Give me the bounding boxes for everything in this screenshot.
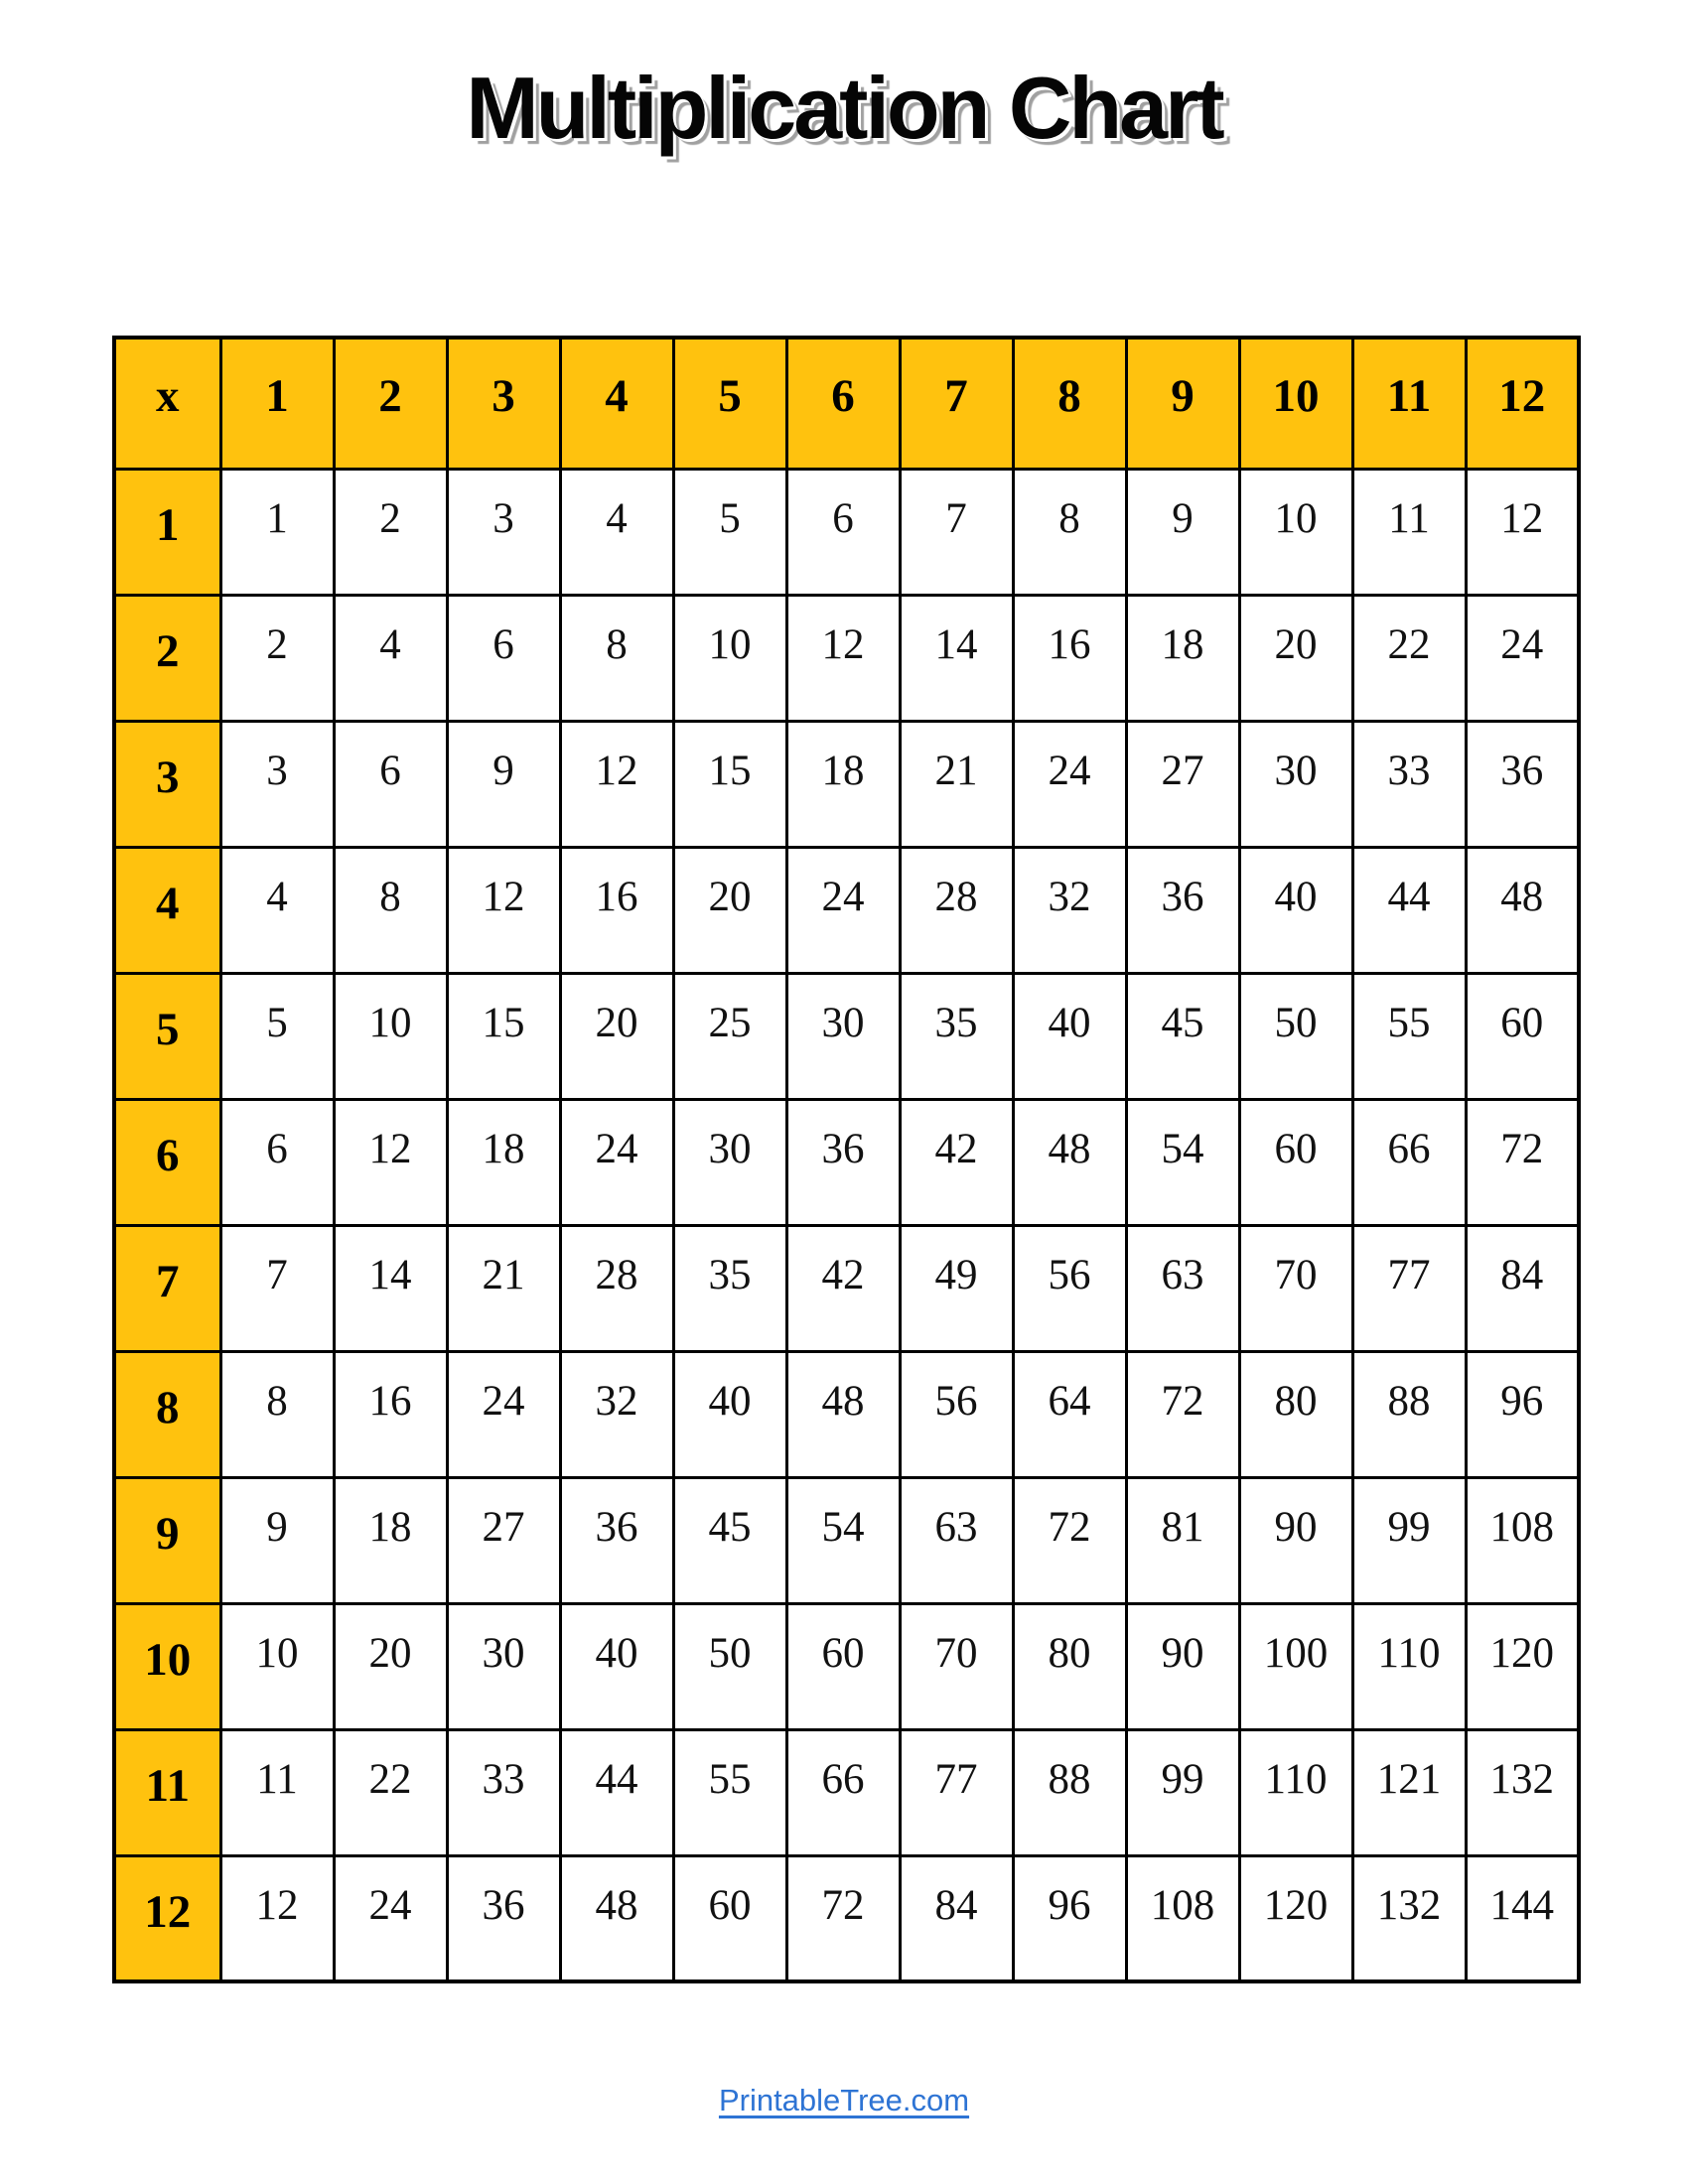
column-header-cell: 2 bbox=[334, 338, 447, 469]
value-cell: 90 bbox=[1126, 1603, 1239, 1729]
value-cell: 66 bbox=[1352, 1099, 1466, 1225]
value-cell: 42 bbox=[900, 1099, 1013, 1225]
value-cell: 20 bbox=[560, 973, 673, 1099]
row-header-cell: 11 bbox=[114, 1729, 220, 1855]
value-cell: 20 bbox=[334, 1603, 447, 1729]
table-row bbox=[114, 1225, 1579, 1351]
value-cell: 24 bbox=[334, 1855, 447, 1981]
value-cell: 33 bbox=[447, 1729, 560, 1855]
value-cell: 40 bbox=[1239, 847, 1352, 973]
value-cell: 30 bbox=[1239, 721, 1352, 847]
value-cell: 81 bbox=[1126, 1477, 1239, 1603]
value-cell: 9 bbox=[1126, 469, 1239, 595]
value-cell: 36 bbox=[1466, 721, 1579, 847]
value-cell: 16 bbox=[560, 847, 673, 973]
value-cell: 36 bbox=[447, 1855, 560, 1981]
value-cell: 40 bbox=[673, 1351, 786, 1477]
value-cell: 48 bbox=[786, 1351, 900, 1477]
value-cell: 8 bbox=[1013, 469, 1126, 595]
value-cell: 42 bbox=[786, 1225, 900, 1351]
header-row bbox=[114, 338, 1579, 469]
value-cell: 35 bbox=[900, 973, 1013, 1099]
row-header-cell: 8 bbox=[114, 1351, 220, 1477]
value-cell: 24 bbox=[786, 847, 900, 973]
footer-link[interactable]: PrintableTree.com bbox=[718, 2083, 970, 2117]
value-cell: 22 bbox=[334, 1729, 447, 1855]
multiplication-table bbox=[112, 336, 1581, 1983]
value-cell: 54 bbox=[1126, 1099, 1239, 1225]
value-cell: 12 bbox=[560, 721, 673, 847]
value-cell: 4 bbox=[334, 595, 447, 721]
value-cell: 3 bbox=[220, 721, 334, 847]
value-cell: 60 bbox=[1466, 973, 1579, 1099]
column-header-cell: 6 bbox=[786, 338, 900, 469]
value-cell: 15 bbox=[673, 721, 786, 847]
value-cell: 63 bbox=[900, 1477, 1013, 1603]
corner-cell: x bbox=[114, 338, 220, 469]
value-cell: 56 bbox=[1013, 1225, 1126, 1351]
value-cell: 77 bbox=[900, 1729, 1013, 1855]
row-header-cell: 7 bbox=[114, 1225, 220, 1351]
value-cell: 5 bbox=[220, 973, 334, 1099]
value-cell: 18 bbox=[334, 1477, 447, 1603]
value-cell: 84 bbox=[900, 1855, 1013, 1981]
value-cell: 2 bbox=[334, 469, 447, 595]
row-header-cell: 3 bbox=[114, 721, 220, 847]
value-cell: 8 bbox=[560, 595, 673, 721]
column-header-cell: 9 bbox=[1126, 338, 1239, 469]
value-cell: 108 bbox=[1126, 1855, 1239, 1981]
value-cell: 48 bbox=[560, 1855, 673, 1981]
row-header-cell: 5 bbox=[114, 973, 220, 1099]
value-cell: 36 bbox=[786, 1099, 900, 1225]
row-header-cell: 12 bbox=[114, 1855, 220, 1981]
value-cell: 132 bbox=[1352, 1855, 1466, 1981]
table-row bbox=[114, 1099, 1579, 1225]
value-cell: 30 bbox=[786, 973, 900, 1099]
table-row bbox=[114, 1351, 1579, 1477]
value-cell: 50 bbox=[1239, 973, 1352, 1099]
page-title: Multiplication Chart bbox=[466, 59, 1222, 157]
value-cell: 44 bbox=[560, 1729, 673, 1855]
value-cell: 121 bbox=[1352, 1729, 1466, 1855]
table-row bbox=[114, 469, 1579, 595]
value-cell: 6 bbox=[447, 595, 560, 721]
footer bbox=[0, 2083, 1688, 2118]
value-cell: 64 bbox=[1013, 1351, 1126, 1477]
value-cell: 3 bbox=[447, 469, 560, 595]
value-cell: 32 bbox=[1013, 847, 1126, 973]
value-cell: 12 bbox=[1466, 469, 1579, 595]
value-cell: 72 bbox=[1126, 1351, 1239, 1477]
value-cell: 11 bbox=[220, 1729, 334, 1855]
value-cell: 35 bbox=[673, 1225, 786, 1351]
value-cell: 77 bbox=[1352, 1225, 1466, 1351]
value-cell: 16 bbox=[1013, 595, 1126, 721]
value-cell: 20 bbox=[673, 847, 786, 973]
value-cell: 6 bbox=[786, 469, 900, 595]
value-cell: 60 bbox=[673, 1855, 786, 1981]
value-cell: 80 bbox=[1013, 1603, 1126, 1729]
value-cell: 110 bbox=[1239, 1729, 1352, 1855]
row-header-cell: 6 bbox=[114, 1099, 220, 1225]
column-header-cell: 3 bbox=[447, 338, 560, 469]
value-cell: 14 bbox=[334, 1225, 447, 1351]
value-cell: 48 bbox=[1466, 847, 1579, 973]
value-cell: 5 bbox=[673, 469, 786, 595]
table-header bbox=[114, 338, 1579, 469]
value-cell: 36 bbox=[1126, 847, 1239, 973]
value-cell: 63 bbox=[1126, 1225, 1239, 1351]
value-cell: 84 bbox=[1466, 1225, 1579, 1351]
value-cell: 50 bbox=[673, 1603, 786, 1729]
value-cell: 2 bbox=[220, 595, 334, 721]
value-cell: 45 bbox=[1126, 973, 1239, 1099]
value-cell: 33 bbox=[1352, 721, 1466, 847]
value-cell: 21 bbox=[900, 721, 1013, 847]
value-cell: 30 bbox=[673, 1099, 786, 1225]
value-cell: 72 bbox=[1466, 1099, 1579, 1225]
value-cell: 45 bbox=[673, 1477, 786, 1603]
value-cell: 100 bbox=[1239, 1603, 1352, 1729]
column-header-cell: 7 bbox=[900, 338, 1013, 469]
table-row bbox=[114, 1477, 1579, 1603]
column-header-cell: 4 bbox=[560, 338, 673, 469]
value-cell: 66 bbox=[786, 1729, 900, 1855]
value-cell: 70 bbox=[900, 1603, 1013, 1729]
value-cell: 4 bbox=[560, 469, 673, 595]
value-cell: 7 bbox=[220, 1225, 334, 1351]
value-cell: 27 bbox=[447, 1477, 560, 1603]
table-row bbox=[114, 595, 1579, 721]
value-cell: 110 bbox=[1352, 1603, 1466, 1729]
value-cell: 120 bbox=[1239, 1855, 1352, 1981]
value-cell: 12 bbox=[334, 1099, 447, 1225]
value-cell: 22 bbox=[1352, 595, 1466, 721]
value-cell: 7 bbox=[900, 469, 1013, 595]
value-cell: 108 bbox=[1466, 1477, 1579, 1603]
value-cell: 36 bbox=[560, 1477, 673, 1603]
column-header-cell: 1 bbox=[220, 338, 334, 469]
value-cell: 32 bbox=[560, 1351, 673, 1477]
value-cell: 90 bbox=[1239, 1477, 1352, 1603]
value-cell: 8 bbox=[334, 847, 447, 973]
value-cell: 9 bbox=[447, 721, 560, 847]
value-cell: 70 bbox=[1239, 1225, 1352, 1351]
value-cell: 15 bbox=[447, 973, 560, 1099]
value-cell: 12 bbox=[220, 1855, 334, 1981]
value-cell: 88 bbox=[1352, 1351, 1466, 1477]
value-cell: 30 bbox=[447, 1603, 560, 1729]
value-cell: 55 bbox=[1352, 973, 1466, 1099]
value-cell: 40 bbox=[1013, 973, 1126, 1099]
value-cell: 9 bbox=[220, 1477, 334, 1603]
value-cell: 8 bbox=[220, 1351, 334, 1477]
value-cell: 6 bbox=[334, 721, 447, 847]
value-cell: 25 bbox=[673, 973, 786, 1099]
value-cell: 28 bbox=[900, 847, 1013, 973]
value-cell: 6 bbox=[220, 1099, 334, 1225]
value-cell: 12 bbox=[786, 595, 900, 721]
table-row bbox=[114, 1855, 1579, 1981]
value-cell: 11 bbox=[1352, 469, 1466, 595]
column-header-cell: 11 bbox=[1352, 338, 1466, 469]
value-cell: 96 bbox=[1466, 1351, 1579, 1477]
value-cell: 54 bbox=[786, 1477, 900, 1603]
value-cell: 44 bbox=[1352, 847, 1466, 973]
value-cell: 12 bbox=[447, 847, 560, 973]
column-header-cell: 5 bbox=[673, 338, 786, 469]
value-cell: 56 bbox=[900, 1351, 1013, 1477]
table-row bbox=[114, 847, 1579, 973]
value-cell: 120 bbox=[1466, 1603, 1579, 1729]
row-header-cell: 9 bbox=[114, 1477, 220, 1603]
row-header-cell: 10 bbox=[114, 1603, 220, 1729]
value-cell: 132 bbox=[1466, 1729, 1579, 1855]
value-cell: 144 bbox=[1466, 1855, 1579, 1981]
value-cell: 48 bbox=[1013, 1099, 1126, 1225]
table-body bbox=[114, 469, 1579, 1981]
value-cell: 88 bbox=[1013, 1729, 1126, 1855]
column-header-cell: 12 bbox=[1466, 338, 1579, 469]
value-cell: 55 bbox=[673, 1729, 786, 1855]
value-cell: 24 bbox=[1466, 595, 1579, 721]
value-cell: 60 bbox=[786, 1603, 900, 1729]
row-header-cell: 1 bbox=[114, 469, 220, 595]
row-header-cell: 2 bbox=[114, 595, 220, 721]
value-cell: 80 bbox=[1239, 1351, 1352, 1477]
value-cell: 28 bbox=[560, 1225, 673, 1351]
value-cell: 10 bbox=[334, 973, 447, 1099]
value-cell: 18 bbox=[786, 721, 900, 847]
value-cell: 49 bbox=[900, 1225, 1013, 1351]
value-cell: 60 bbox=[1239, 1099, 1352, 1225]
table-row bbox=[114, 1729, 1579, 1855]
table-row bbox=[114, 721, 1579, 847]
value-cell: 10 bbox=[1239, 469, 1352, 595]
value-cell: 1 bbox=[220, 469, 334, 595]
value-cell: 20 bbox=[1239, 595, 1352, 721]
value-cell: 24 bbox=[447, 1351, 560, 1477]
value-cell: 14 bbox=[900, 595, 1013, 721]
value-cell: 21 bbox=[447, 1225, 560, 1351]
value-cell: 24 bbox=[560, 1099, 673, 1225]
value-cell: 27 bbox=[1126, 721, 1239, 847]
value-cell: 18 bbox=[1126, 595, 1239, 721]
value-cell: 96 bbox=[1013, 1855, 1126, 1981]
row-header-cell: 4 bbox=[114, 847, 220, 973]
table-row bbox=[114, 973, 1579, 1099]
table-row bbox=[114, 1603, 1579, 1729]
value-cell: 4 bbox=[220, 847, 334, 973]
value-cell: 40 bbox=[560, 1603, 673, 1729]
value-cell: 99 bbox=[1352, 1477, 1466, 1603]
column-header-cell: 8 bbox=[1013, 338, 1126, 469]
value-cell: 24 bbox=[1013, 721, 1126, 847]
value-cell: 16 bbox=[334, 1351, 447, 1477]
value-cell: 99 bbox=[1126, 1729, 1239, 1855]
value-cell: 10 bbox=[673, 595, 786, 721]
value-cell: 72 bbox=[786, 1855, 900, 1981]
value-cell: 72 bbox=[1013, 1477, 1126, 1603]
column-header-cell: 10 bbox=[1239, 338, 1352, 469]
value-cell: 18 bbox=[447, 1099, 560, 1225]
value-cell: 10 bbox=[220, 1603, 334, 1729]
